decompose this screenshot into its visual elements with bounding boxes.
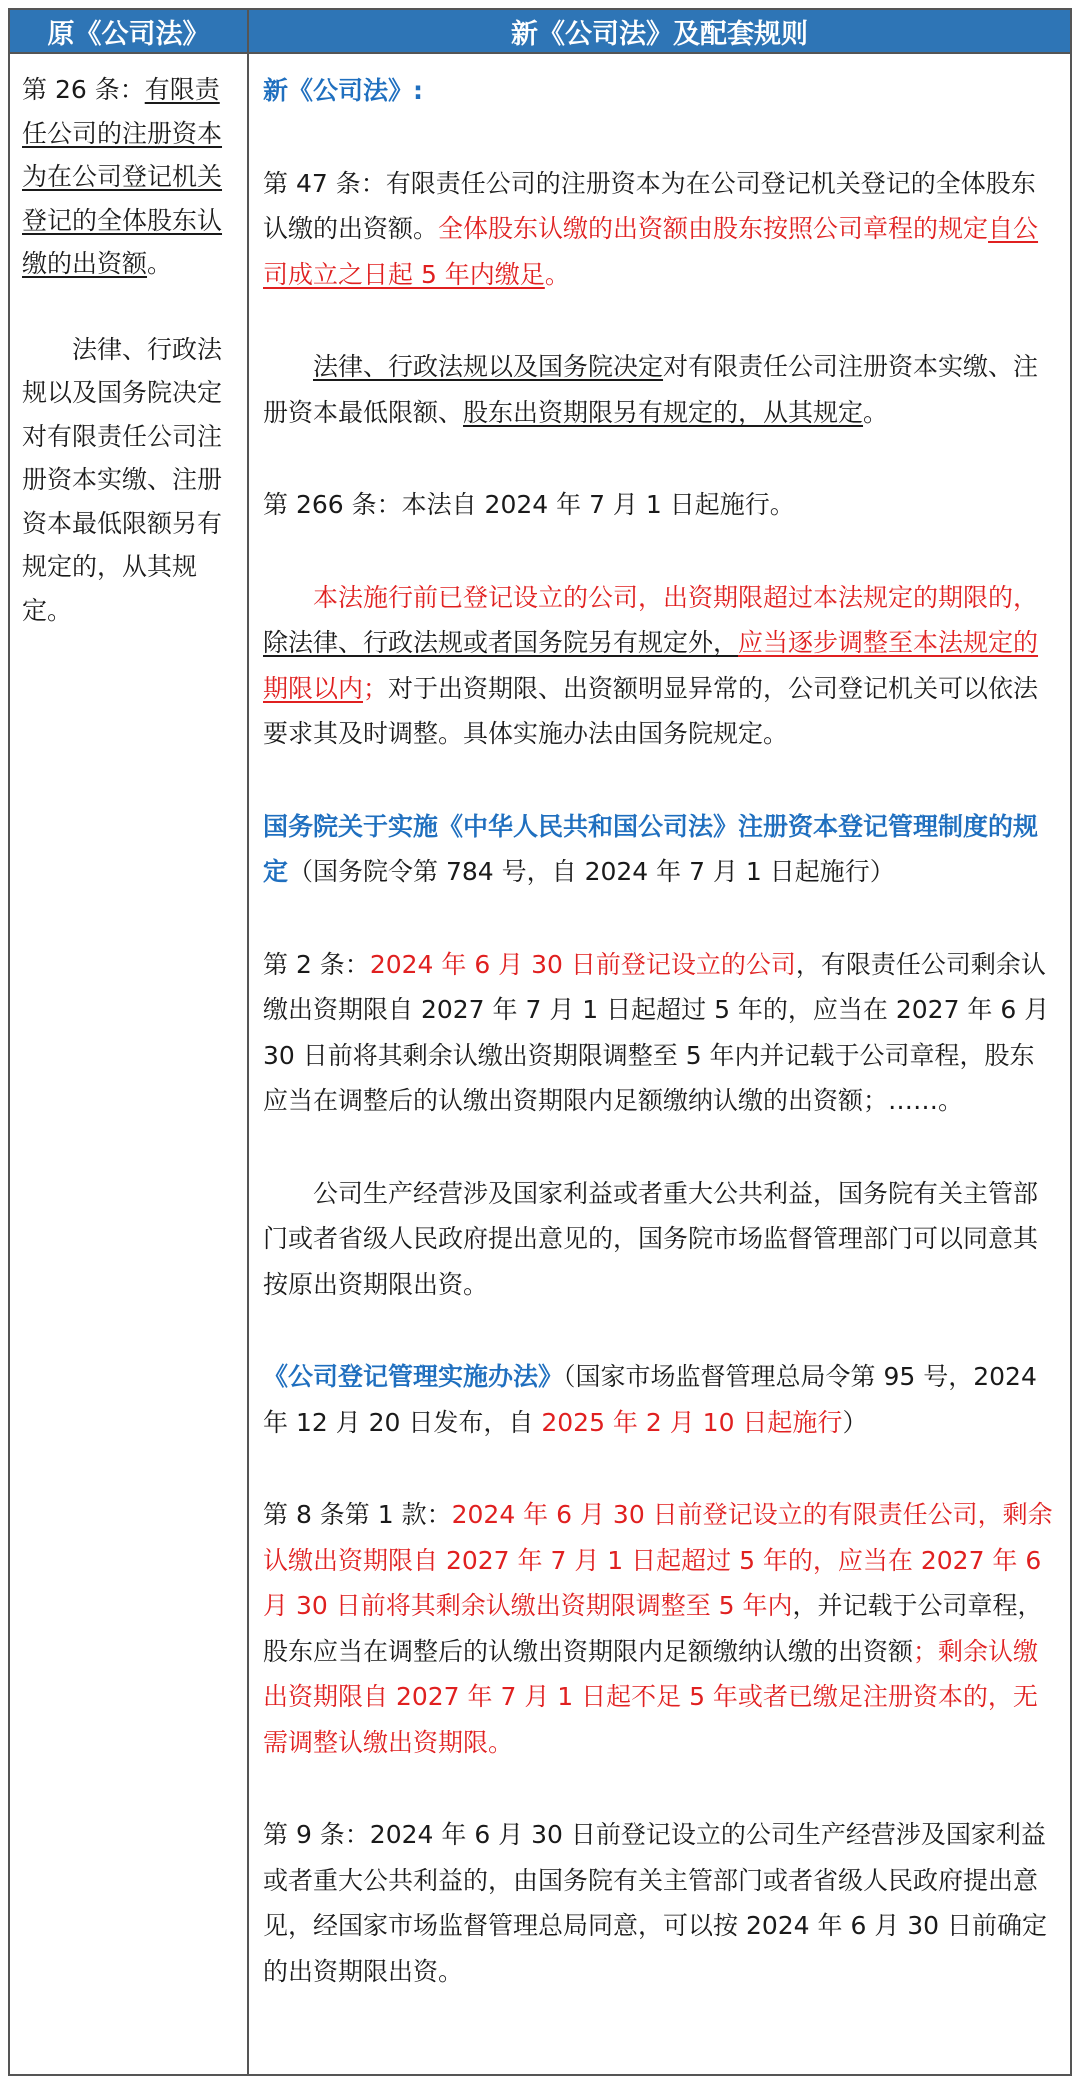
article-266: 第 266 条：本法自 2024 年 7 月 1 日起施行。: [263, 490, 795, 519]
article-8: 第 8 条第 1 款：2024 年 6 月 30 日前登记设立的有限责任公司，剩余认缴出资期限自 2027 年 7 月 1 日起超过 5 年的，应当在 2027 年 6 月 30 日前将其剩余认缴出资期限调整至 5 年内，并记载于公司章程，股东应当在调整后的认缴出资期限内足额缴纳认缴的出资额；剩余认缴出资期限自 2027 年 7 月 1 日起不足 5 年或者已缴足注册资本的，无需调整认缴出资期限。: [263, 1500, 1053, 1757]
header-new-law: 新《公司法》及配套规则: [249, 10, 1070, 54]
article-47: 第 47 条：有限责任公司的注册资本为在公司登记机关登记的全体股东认缴的出资额。全体股东认缴的出资额由股东按照公司章程的规定自公司成立之日起 5 年内缴足。: [263, 168, 1039, 289]
header-old-law: 原《公司法》: [10, 10, 249, 54]
section-state-council-rule: 国务院关于实施《中华人民共和国公司法》注册资本登记管理制度的规定（国务院令第 784 号，自 2024 年 7 月 1 日起施行）: [263, 811, 1039, 886]
article-47-para2: 法律、行政法规以及国务院决定对有限责任公司注册资本实缴、注册资本最低限额、股东出资期限另有规定的，从其规定。: [263, 352, 1039, 427]
section-registration-measures: 《公司登记管理实施办法》（国家市场监督管理总局令第 95 号，2024 年 12 月 20 日发布，自 2025 年 2 月 10 日起施行）: [263, 1362, 1037, 1437]
old-article-26-para2: 法律、行政法规以及国务院决定对有限责任公司注册资本实缴、注册资本最低限额另有规定的，从其规定。: [22, 334, 223, 625]
old-article-26: 第 26 条：有限责任公司的注册资本为在公司登记机关登记的全体股东认缴的出资额。: [22, 75, 223, 278]
comparison-table: [8, 8, 1072, 2076]
article-266-para2: 本法施行前已登记设立的公司，出资期限超过本法规定的期限的，除法律、行政法规或者国务院另有规定外，应当逐步调整至本法规定的期限以内；对于出资期限、出资额明显异常的，公司登记机关可以依法要求其及时调整。具体实施办法由国务院规定。: [263, 582, 1039, 748]
section-title-company-law: 新《公司法》:: [263, 76, 423, 105]
old-law-column: [10, 54, 249, 2074]
article-2: 第 2 条：2024 年 6 月 30 日前登记设立的公司，有限责任公司剩余认缴出资期限自 2027 年 7 月 1 日起超过 5 年的，应当在 2027 年 6 月 30 日前将其剩余认缴出资期限调整至 5 年内并记载于公司章程，股东应当在调整后的认缴出资期限内足额缴纳认缴的出资额；……。: [263, 949, 1050, 1115]
article-9: 第 9 条：2024 年 6 月 30 日前登记设立的公司生产经营涉及国家利益或者重大公共利益的，由国务院有关主管部门或者省级人民政府提出意见，经国家市场监督管理总局同意，可以按 2024 年 6 月 30 日前确定的出资期限出资。: [263, 1820, 1048, 1986]
article-2-para2: 公司生产经营涉及国家利益或者重大公共利益，国务院有关主管部门或者省级人民政府提出意见的，国务院市场监督管理部门可以同意其按原出资期限出资。: [263, 1178, 1039, 1299]
new-law-column: [249, 54, 1070, 2074]
